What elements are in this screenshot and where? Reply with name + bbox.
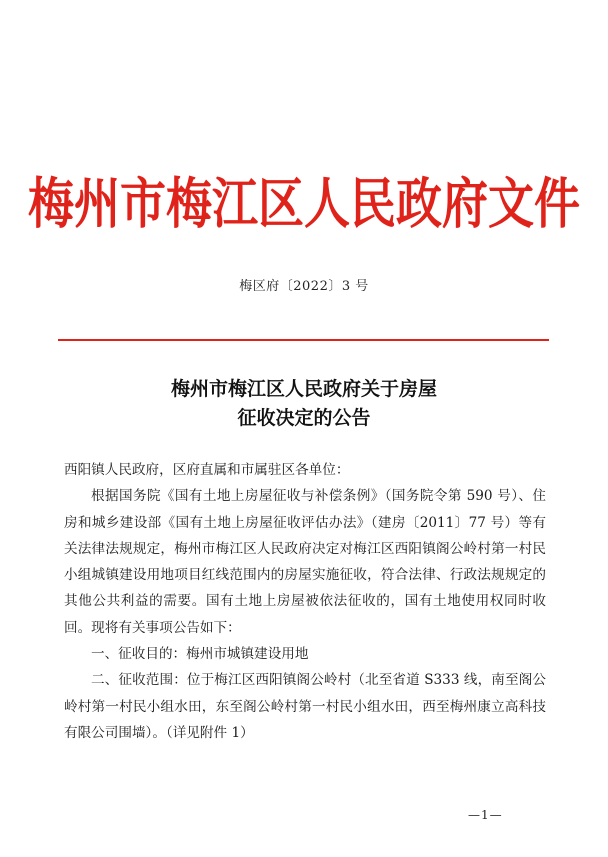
body-paragraph-scope: 二、征收范围：位于梅江区西阳镇阁公岭村（北至省道 S333 线，南至阁公岭村第一村民小组水田，东至阁公岭村第一村民小组水田，西至梅州康立高科技有限公司围墙）。（详见附件 1） xyxy=(64,672,546,741)
notice-title-line-2: 征收决定的公告 xyxy=(237,407,371,429)
page-number: —1— xyxy=(468,808,503,822)
notice-title xyxy=(0,375,608,433)
body-paragraph-purpose: 一、征收目的：梅州市城镇建设用地 xyxy=(91,646,309,663)
masthead-title: 梅州市梅江区人民政府文件 xyxy=(28,171,580,236)
document-number: 梅区府〔2022〕3 号 xyxy=(239,279,369,294)
notice-body xyxy=(64,457,546,746)
notice-title-line-1: 梅州市梅江区人民政府关于房屋 xyxy=(170,378,437,400)
red-divider-line xyxy=(58,339,549,341)
body-paragraph-legal-basis: 根据国务院《国有土地上房屋征收与补偿条例》（国务院令第 590 号）、住房和城乡建设部《国有土地上房屋征收评估办法》（建房〔2011〕77 号）等有关法律法规规定，梅州市梅江区人民政府决定对梅江区西阳镇阁公岭村第一村民小组城镇建设用地项目红线范围内的房屋实施征收，符合法律、行政法规规定的其他公共利益的需要。国有土地上房屋被依法征收的，国有土地使用权同时收回。现将有关事项公告如下： xyxy=(64,488,546,636)
addressee-line: 西阳镇人民政府，区府直属和市属驻区各单位： xyxy=(64,462,350,478)
